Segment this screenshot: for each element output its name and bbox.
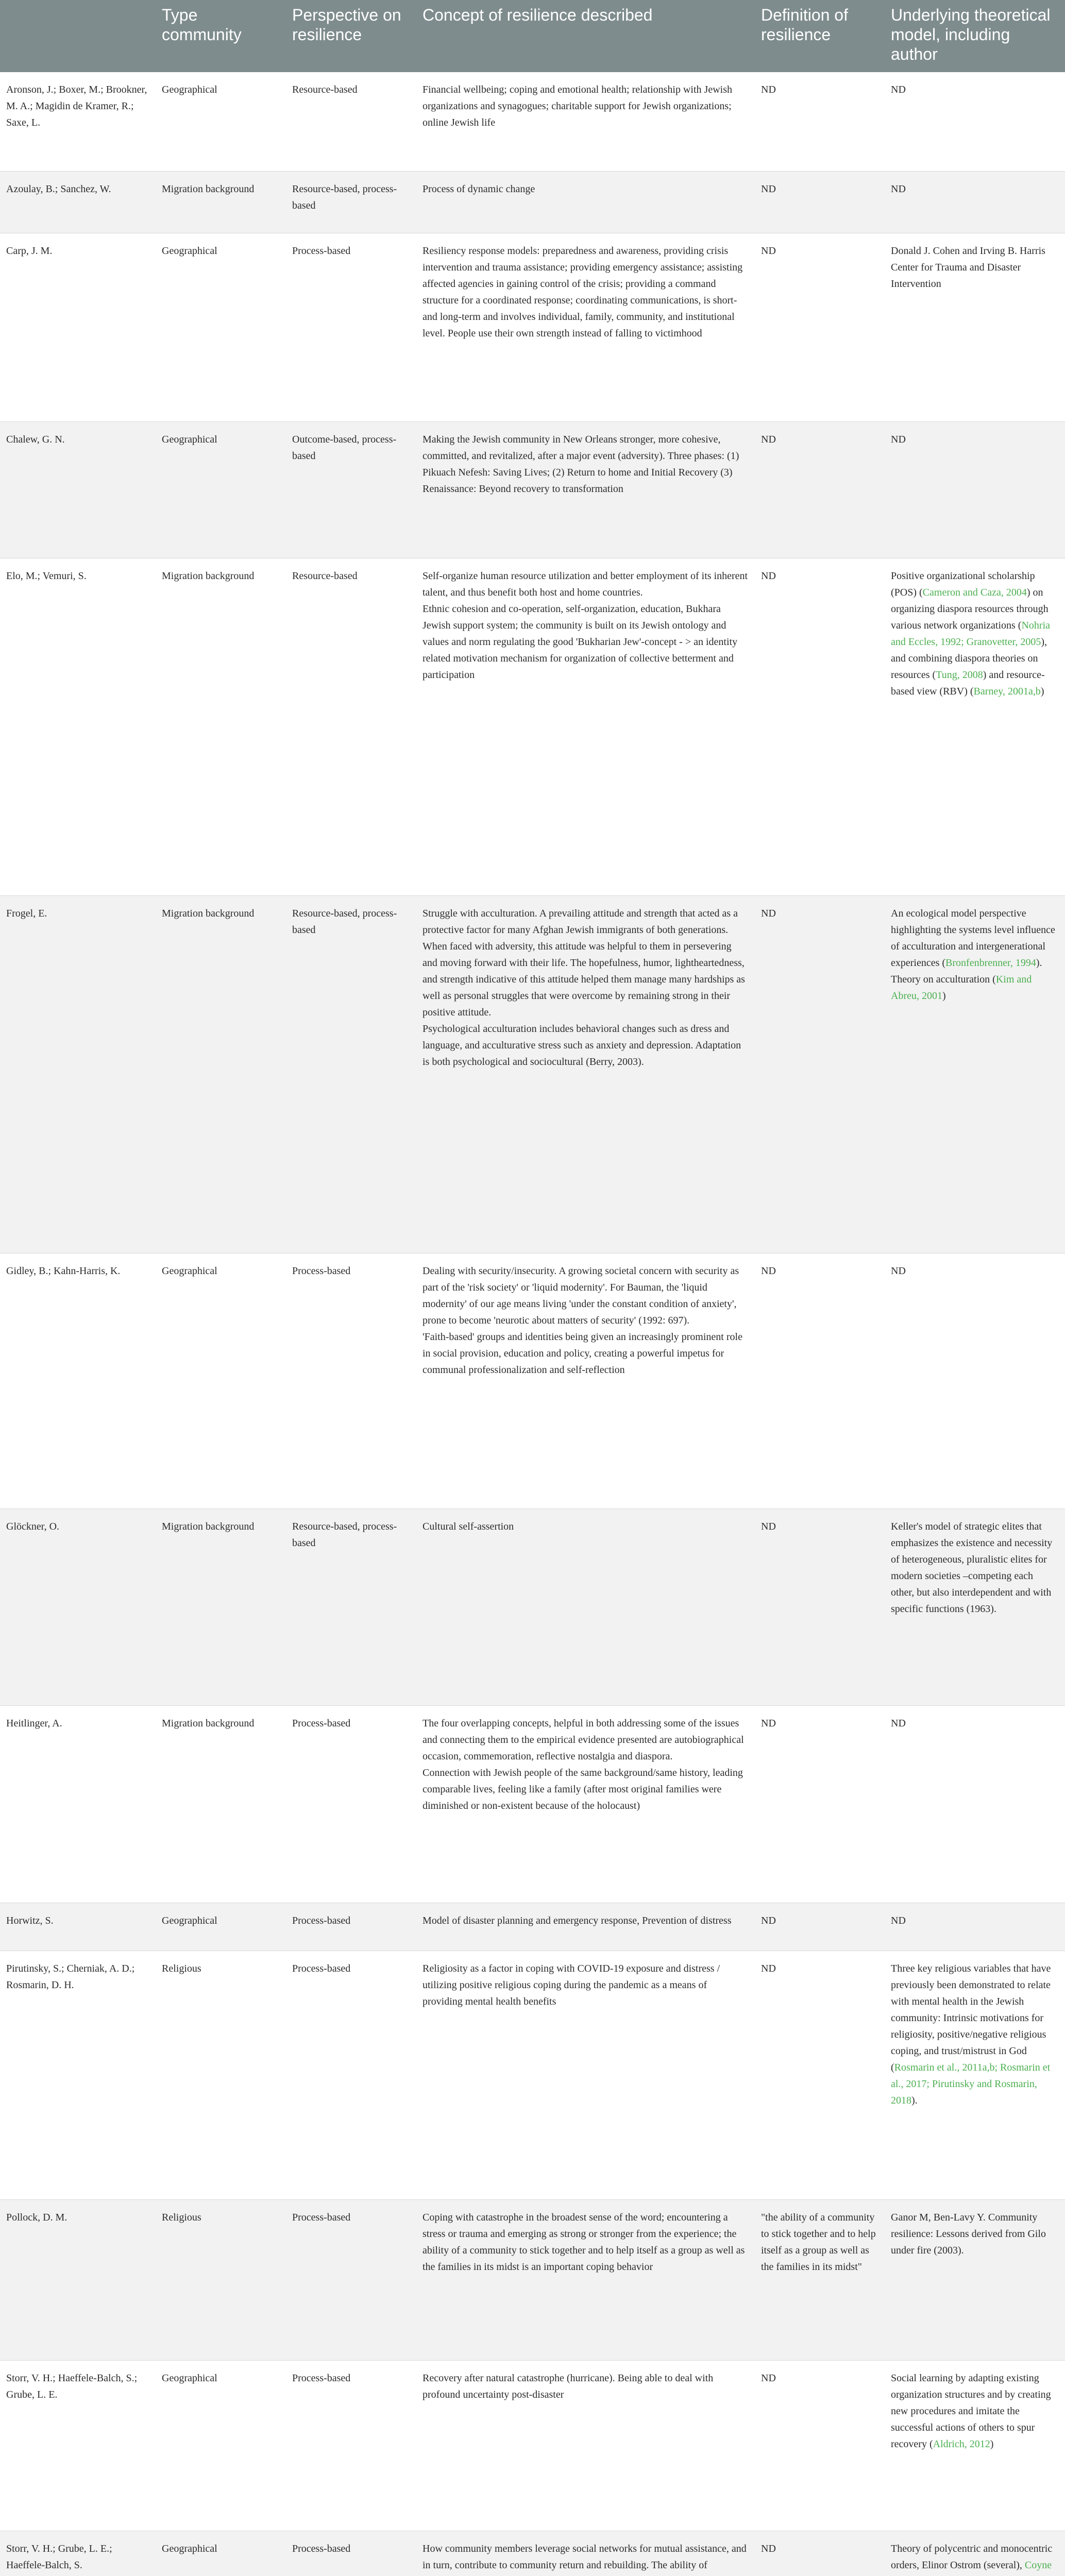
text-run: Three key religious variables that have previously been demonstrated to relate with mental health in the Jewish community: Intrinsic motivations for religiosity, positive/negative religious coping, and trust/mistrust in God ( — [891, 1962, 1051, 2073]
cell-model — [885, 1903, 1065, 1951]
cell-definition: ND — [755, 1509, 885, 1705]
cell-definition: ND — [755, 421, 885, 558]
text-run: Theory of polycentric and monocentric orders, Elinor Ostrom (several), — [891, 2543, 1053, 2571]
table-row — [0, 895, 1065, 1253]
cell-concept — [416, 2199, 755, 2360]
cell-perspective: Process-based — [286, 233, 416, 421]
cell-definition: ND — [755, 1705, 885, 1903]
cell-concept — [416, 1951, 755, 2199]
cell-type-community: Migration background — [156, 1705, 286, 1903]
paragraph: Resiliency response models: preparedness and awareness, providing crisis intervention and trauma assistance; providing emergency assistance; assisting affected agencies in gaining control of the crisis; providing a command structure for a coordinated response; coordinating communications, is short- and long-term and involves individual, family, community, and institutional level. People use their own strength instead of falling to victimhood — [422, 245, 743, 339]
table-row — [0, 233, 1065, 421]
citation: Nohria and Eccles, 1992; Granovetter, 2005 — [891, 619, 1051, 648]
paragraph: Self-organize human resource utilization and better employment of its inherent talent, and thus benefit both host and home countries. — [422, 570, 748, 598]
text-run: ) — [942, 990, 946, 1002]
table-row — [0, 1509, 1065, 1705]
cell-perspective: Outcome-based, process-based — [286, 421, 416, 558]
paragraph: The four overlapping concepts, helpful in both addressing some of the issues and connecting them to the empirical evidence presented are autobiographical occasion, commemoration, reflective nostalgia and diaspora. — [422, 1717, 744, 1762]
paragraph: Keller's model of strategic elites that emphasizes the existence and necessity of heterogeneous, pluralistic elites for modern societies –competing each other, but also interdependent and with specific functions (1963). — [891, 1520, 1053, 1615]
cell-perspective: Process-based — [286, 1903, 416, 1951]
cell-definition: ND — [755, 2531, 885, 2576]
cell-type-community: Geographical — [156, 233, 286, 421]
table-row — [0, 1903, 1065, 1951]
cell-definition: ND — [755, 1951, 885, 2199]
cell-author: Azoulay, B.; Sanchez, W. — [0, 171, 156, 233]
cell-author: Gidley, B.; Kahn-Harris, K. — [0, 1253, 156, 1509]
paragraph: Process of dynamic change — [422, 183, 535, 195]
text-run: ) — [1040, 685, 1044, 697]
cell-perspective: Process-based — [286, 2199, 416, 2360]
table-row — [0, 1705, 1065, 1903]
cell-author: Chalew, G. N. — [0, 421, 156, 558]
paragraph — [891, 1960, 1059, 2109]
cell-author: Elo, M.; Vemuri, S. — [0, 558, 156, 895]
cell-model — [885, 558, 1065, 895]
cell-concept — [416, 233, 755, 421]
cell-type-community: Geographical — [156, 72, 286, 171]
paragraph: ND — [891, 1914, 906, 1926]
cell-definition: ND — [755, 171, 885, 233]
cell-type-community: Geographical — [156, 2360, 286, 2531]
table-row — [0, 2199, 1065, 2360]
cell-model — [885, 421, 1065, 558]
citation: Cameron and Caza, 2004 — [922, 586, 1027, 598]
paragraph: Coping with catastrophe in the broadest sense of the word; encountering a stress or trauma and emerging as strong or stronger from the experience; the ability of a community to stick together and to help itself as a group as well as the families in its midst is an important coping behavior — [422, 2211, 745, 2273]
cell-perspective: Resource-based, process-based — [286, 895, 416, 1253]
cell-author: Frogel, E. — [0, 895, 156, 1253]
cell-author: Glöckner, O. — [0, 1509, 156, 1705]
cell-model — [885, 1253, 1065, 1509]
citation: Barney, 2001a,b — [973, 685, 1041, 697]
cell-model — [885, 1951, 1065, 2199]
cell-definition: ND — [755, 895, 885, 1253]
cell-definition: ND — [755, 2360, 885, 2531]
paragraph: Psychological acculturation includes behavioral changes such as dress and language, and acculturative stress such as anxiety and depression. Adaptation is both psychological and sociocultural (Berry, 2003). — [422, 1023, 741, 1067]
paragraph: Dealing with security/insecurity. A growing societal concern with security as part of the 'risk society' or 'liquid modernity'. For Bauman, the 'liquid modernity' of our age means living 'under the constant condition of anxiety', prone to become 'neurotic about matters of security' (1992: 697). — [422, 1265, 739, 1326]
cell-type-community: Migration background — [156, 558, 286, 895]
header-row — [0, 0, 1065, 72]
paragraph: Cultural self-assertion — [422, 1520, 514, 1532]
table-row — [0, 1253, 1065, 1509]
cell-concept — [416, 2360, 755, 2531]
cell-perspective: Resource-based — [286, 72, 416, 171]
cell-type-community: Religious — [156, 2199, 286, 2360]
paragraph: ND — [891, 183, 906, 195]
cell-definition: ND — [755, 1903, 885, 1951]
table-row — [0, 1951, 1065, 2199]
paragraph: Ethnic cohesion and co-operation, self-organization, education, Bukhara Jewish support system; the community is built on its Jewish ontology and values and norm regulating the good 'Bukharian Jew'-concept - > an identity related motivation mechanism for organization of collective betterment and participation — [422, 603, 738, 681]
cell-author: Pirutinsky, S.; Cherniak, A. D.; Rosmarin, D. H. — [0, 1951, 156, 2199]
header-perspective: Perspective on resilience — [286, 0, 416, 72]
paragraph: Ganor M, Ben-Lavy Y. Community resilience: Lessons derived from Gilo under fire (2003). — [891, 2211, 1046, 2256]
paragraph: Religiosity as a factor in coping with COVID-19 exposure and distress / utilizing positive religious coping during the pandemic as a means of providing mental health benefits — [422, 1962, 720, 2007]
paragraph — [891, 2540, 1059, 2576]
text-run: ) and resource-based view (RBV) ( — [891, 669, 1045, 697]
cell-perspective: Process-based — [286, 1705, 416, 1903]
cell-type-community: Geographical — [156, 2531, 286, 2576]
cell-type-community: Geographical — [156, 421, 286, 558]
table-row — [0, 2531, 1065, 2576]
table-header — [0, 0, 1065, 72]
table-row — [0, 72, 1065, 171]
cell-type-community: Migration background — [156, 171, 286, 233]
citation: Tung, 2008 — [936, 669, 983, 681]
cell-concept — [416, 558, 755, 895]
text-run: ). Theory on acculturation ( — [891, 957, 1042, 985]
paragraph: ND — [891, 1717, 906, 1729]
cell-concept — [416, 895, 755, 1253]
cell-type-community: Migration background — [156, 895, 286, 1253]
cell-type-community: Religious — [156, 1951, 286, 2199]
paragraph: How community members leverage social networks for mutual assistance, and in turn, contribute to community return and rebuilding. The ability of — [422, 2543, 747, 2571]
cell-model — [885, 895, 1065, 1253]
paragraph — [891, 905, 1059, 1004]
table-body — [0, 72, 1065, 2576]
cell-author: Carp, J. M. — [0, 233, 156, 421]
cell-model — [885, 233, 1065, 421]
cell-model — [885, 72, 1065, 171]
paragraph: Donald J. Cohen and Irving B. Harris Center for Trauma and Disaster Intervention — [891, 245, 1045, 290]
cell-type-community: Migration background — [156, 1509, 286, 1705]
text-run: ) on organizing diaspora resources through various network organizations ( — [891, 586, 1049, 631]
paragraph: Connection with Jewish people of the same background/same history, leading comparable lives, feeling like a family (after most original families were diminished or non-existent because of the holocaust) — [422, 1767, 743, 1811]
cell-definition: ND — [755, 72, 885, 171]
cell-perspective: Process-based — [286, 2360, 416, 2531]
cell-author: Horwitz, S. — [0, 1903, 156, 1951]
cell-model — [885, 2360, 1065, 2531]
header-concept: Concept of resilience described — [416, 0, 755, 72]
cell-definition: ND — [755, 558, 885, 895]
paragraph: ND — [891, 1265, 906, 1277]
citation: Rosmarin et al., 2011a,b; Rosmarin et al., 2017; Pirutinsky and Rosmarin, 2018 — [891, 2061, 1051, 2106]
header-definition: Definition of resilience — [755, 0, 885, 72]
citation: Aldrich, 2012 — [933, 2438, 990, 2450]
header-author — [0, 0, 156, 72]
paragraph: Model of disaster planning and emergency response, Prevention of distress — [422, 1914, 732, 1926]
citation: Bronfenbrenner, 1994 — [945, 957, 1036, 969]
cell-author: Pollock, D. M. — [0, 2199, 156, 2360]
table-row — [0, 171, 1065, 233]
cell-perspective: Resource-based, process-based — [286, 171, 416, 233]
cell-perspective: Process-based — [286, 2531, 416, 2576]
cell-concept — [416, 1509, 755, 1705]
text-run: An ecological model perspective highlighting the systems level influence of acculturation and intergenerational experiences ( — [891, 907, 1055, 969]
paragraph: 'Faith-based' groups and identities being given an increasingly prominent role in social provision, education and policy, creating a powerful impetus for communal professionalization and self-reflection — [422, 1331, 742, 1376]
paragraph — [891, 2370, 1059, 2452]
cell-model — [885, 2199, 1065, 2360]
text-run: ) — [990, 2438, 994, 2450]
cell-perspective: Process-based — [286, 1951, 416, 2199]
cell-type-community: Geographical — [156, 1253, 286, 1509]
cell-concept — [416, 171, 755, 233]
cell-author: Aronson, J.; Boxer, M.; Brookner, M. A.; Magidin de Kramer, R.; Saxe, L. — [0, 72, 156, 171]
cell-model — [885, 1705, 1065, 1903]
table-row — [0, 558, 1065, 895]
cell-model — [885, 2531, 1065, 2576]
cell-concept — [416, 1903, 755, 1951]
cell-model — [885, 171, 1065, 233]
cell-type-community: Geographical — [156, 1903, 286, 1951]
paragraph — [891, 568, 1059, 700]
paragraph: Making the Jewish community in New Orleans stronger, more cohesive, committed, and revitalized, after a major event (adversity). Three phases: (1) Pikuach Nefesh: Saving Lives; (2) Return to home and Initial Recovery (3) Renaissance: Beyond recovery to transformation — [422, 433, 739, 495]
cell-concept — [416, 2531, 755, 2576]
cell-model — [885, 1509, 1065, 1705]
paragraph: Recovery after natural catastrophe (hurricane). Being able to deal with profound uncertainty post-disaster — [422, 2372, 714, 2400]
paragraph: ND — [891, 84, 906, 95]
cell-concept — [416, 1705, 755, 1903]
citation: Coyne — [1024, 2559, 1052, 2571]
header-model: Underlying theoretical model, including author — [885, 0, 1065, 72]
text-run: Positive organizational scholarship (POS) ( — [891, 570, 1035, 598]
citation: Kim and Abreu, 2001 — [891, 973, 1032, 1002]
paragraph: Financial wellbeing; coping and emotional health; relationship with Jewish organizations and synagogues; charitable support for Jewish organizations; online Jewish life — [422, 84, 732, 128]
table-row — [0, 2360, 1065, 2531]
cell-perspective: Resource-based, process-based — [286, 1509, 416, 1705]
cell-concept — [416, 421, 755, 558]
cell-author: Heitlinger, A. — [0, 1705, 156, 1903]
header-type-community: Type community — [156, 0, 286, 72]
cell-author: Storr, V. H.; Grube, L. E.; Haeffele-Balch, S. — [0, 2531, 156, 2576]
paragraph: ND — [891, 433, 906, 445]
cell-concept — [416, 72, 755, 171]
text-run: ), and combining diaspora theories on resources ( — [891, 636, 1047, 681]
text-run: Social learning by adapting existing organization structures and by creating new procedures and imitate the successful actions of others to spur recovery ( — [891, 2372, 1051, 2450]
paragraph: Struggle with acculturation. A prevailing attitude and strength that acted as a protective factor for many Afghan Jewish immigrants of both generations. When faced with adversity, this attitude was helpful to them in persevering and moving forward with their life. The hopefulness, humor, lightheartedness, and strength indicative of this attitude helped them manage many hardships as well as personal struggles that were overcome by remaining strong in their positive attitude. — [422, 907, 745, 1018]
cell-definition: ND — [755, 1253, 885, 1509]
cell-perspective: Process-based — [286, 1253, 416, 1509]
cell-definition: "the ability of a community to stick together and to help itself as a group as well as the families in its midst" — [755, 2199, 885, 2360]
cell-author: Storr, V. H.; Haeffele-Balch, S.; Grube, L. E. — [0, 2360, 156, 2531]
cell-definition: ND — [755, 233, 885, 421]
cell-concept — [416, 1253, 755, 1509]
cell-perspective: Resource-based — [286, 558, 416, 895]
table-row — [0, 421, 1065, 558]
text-run: ). — [911, 2094, 918, 2106]
